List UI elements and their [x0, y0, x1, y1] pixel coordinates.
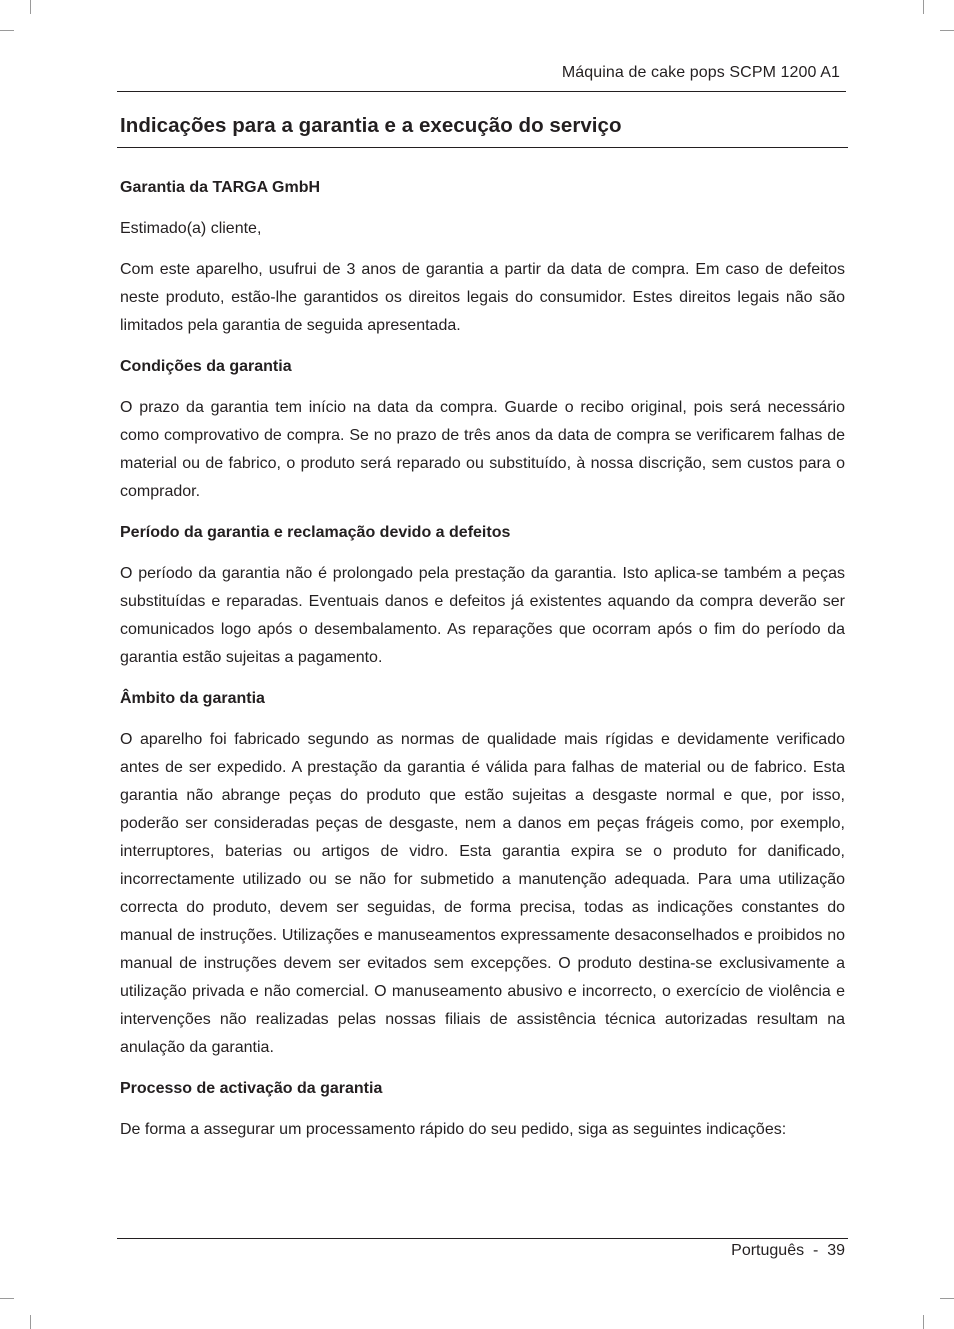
section-heading: Processo de activação da garantia: [120, 1080, 383, 1097]
footer-rule: [117, 1238, 848, 1239]
page-title: Indicações para a garantia e a execução do serviço: [120, 114, 622, 137]
crop-mark: [923, 1315, 924, 1329]
crop-mark: [0, 30, 14, 31]
page-footer: [731, 1242, 845, 1260]
document-body: [120, 174, 845, 1157]
footer-language: Português: [731, 1242, 805, 1259]
crop-mark: [923, 0, 924, 14]
crop-mark: [30, 1315, 31, 1329]
header-rule: [117, 91, 846, 92]
paragraph: O aparelho foi fabricado segundo as normas de qualidade mais rígidas e devidamente verificado antes de ser expedido. A prestação da garantia é válida para falhas de material ou de fabrico. Esta garantia não abrange peças do produto que estão sujeitas a desgaste normal e que, por isso, poderão ser consideradas peças de desgaste, nem a danos em peças frágeis como, por exemplo, interruptores, baterias ou artigos de vidro. Esta garantia expira se o produto for danificado, incorrectamente utilizado ou se não for submetido a manutenção adequada. Para uma utilização correcta do produto, devem ser seguidas, de forma precisa, todas as indicações constantes do manual de instruções. Utilizações e manuseamentos expressamente desaconselhados e proibidos no manual de instruções devem ser evitados sem excepções. O produto destina-se exclusivamente a utilização privada e não comercial. O manuseamento abusivo e incorrecto, o exercício de violência e intervenções não realizadas pelas nossas filiais de assistência técnica autorizadas resultam na anulação da garantia.: [120, 731, 845, 1056]
section-periodo: [120, 519, 845, 672]
crop-mark: [0, 1298, 14, 1299]
section-garantia-targa: [120, 174, 845, 340]
footer-separator: -: [812, 1242, 819, 1259]
paragraph: De forma a assegurar um processamento rápido do seu pedido, siga as seguintes indicações:: [120, 1121, 787, 1138]
crop-mark: [940, 30, 954, 31]
section-ambito: [120, 685, 845, 1062]
page-number: 39: [827, 1242, 845, 1259]
title-rule: [117, 147, 848, 148]
section-heading: Garantia da TARGA GmbH: [120, 179, 321, 196]
section-heading: Âmbito da garantia: [120, 690, 265, 707]
section-heading: Período da garantia e reclamação devido a defeitos: [120, 524, 511, 541]
salutation: Estimado(a) cliente,: [120, 220, 262, 237]
paragraph: O período da garantia não é prolongado pela prestação da garantia. Isto aplica-se também a peças substituídas e reparadas. Eventuais danos e defeitos já existentes aquando da compra deverão ser comunicados logo após o desembalamento. As reparações que ocorram após o fim do período da garantia estão sujeitas a pagamento.: [120, 565, 845, 666]
running-header: Máquina de cake pops SCPM 1200 A1: [561, 64, 840, 81]
paragraph: Com este aparelho, usufrui de 3 anos de garantia a partir da data de compra. Em caso de defeitos neste produto, estão-lhe garantidos os direitos legais do consumidor. Estes direitos legais não são limitados pela garantia de seguida apresentada.: [120, 261, 845, 334]
section-heading: Condições da garantia: [120, 358, 292, 375]
section-processo: [120, 1075, 845, 1144]
paragraph: O prazo da garantia tem início na data da compra. Guarde o recibo original, pois será necessário como comprovativo de compra. Se no prazo de três anos da data de compra se verificarem falhas de material ou de fabrico, o produto será reparado ou substituído, à nossa discrição, sem custos para o comprador.: [120, 399, 845, 500]
section-condicoes: [120, 353, 845, 506]
crop-mark: [30, 0, 31, 14]
crop-mark: [940, 1298, 954, 1299]
